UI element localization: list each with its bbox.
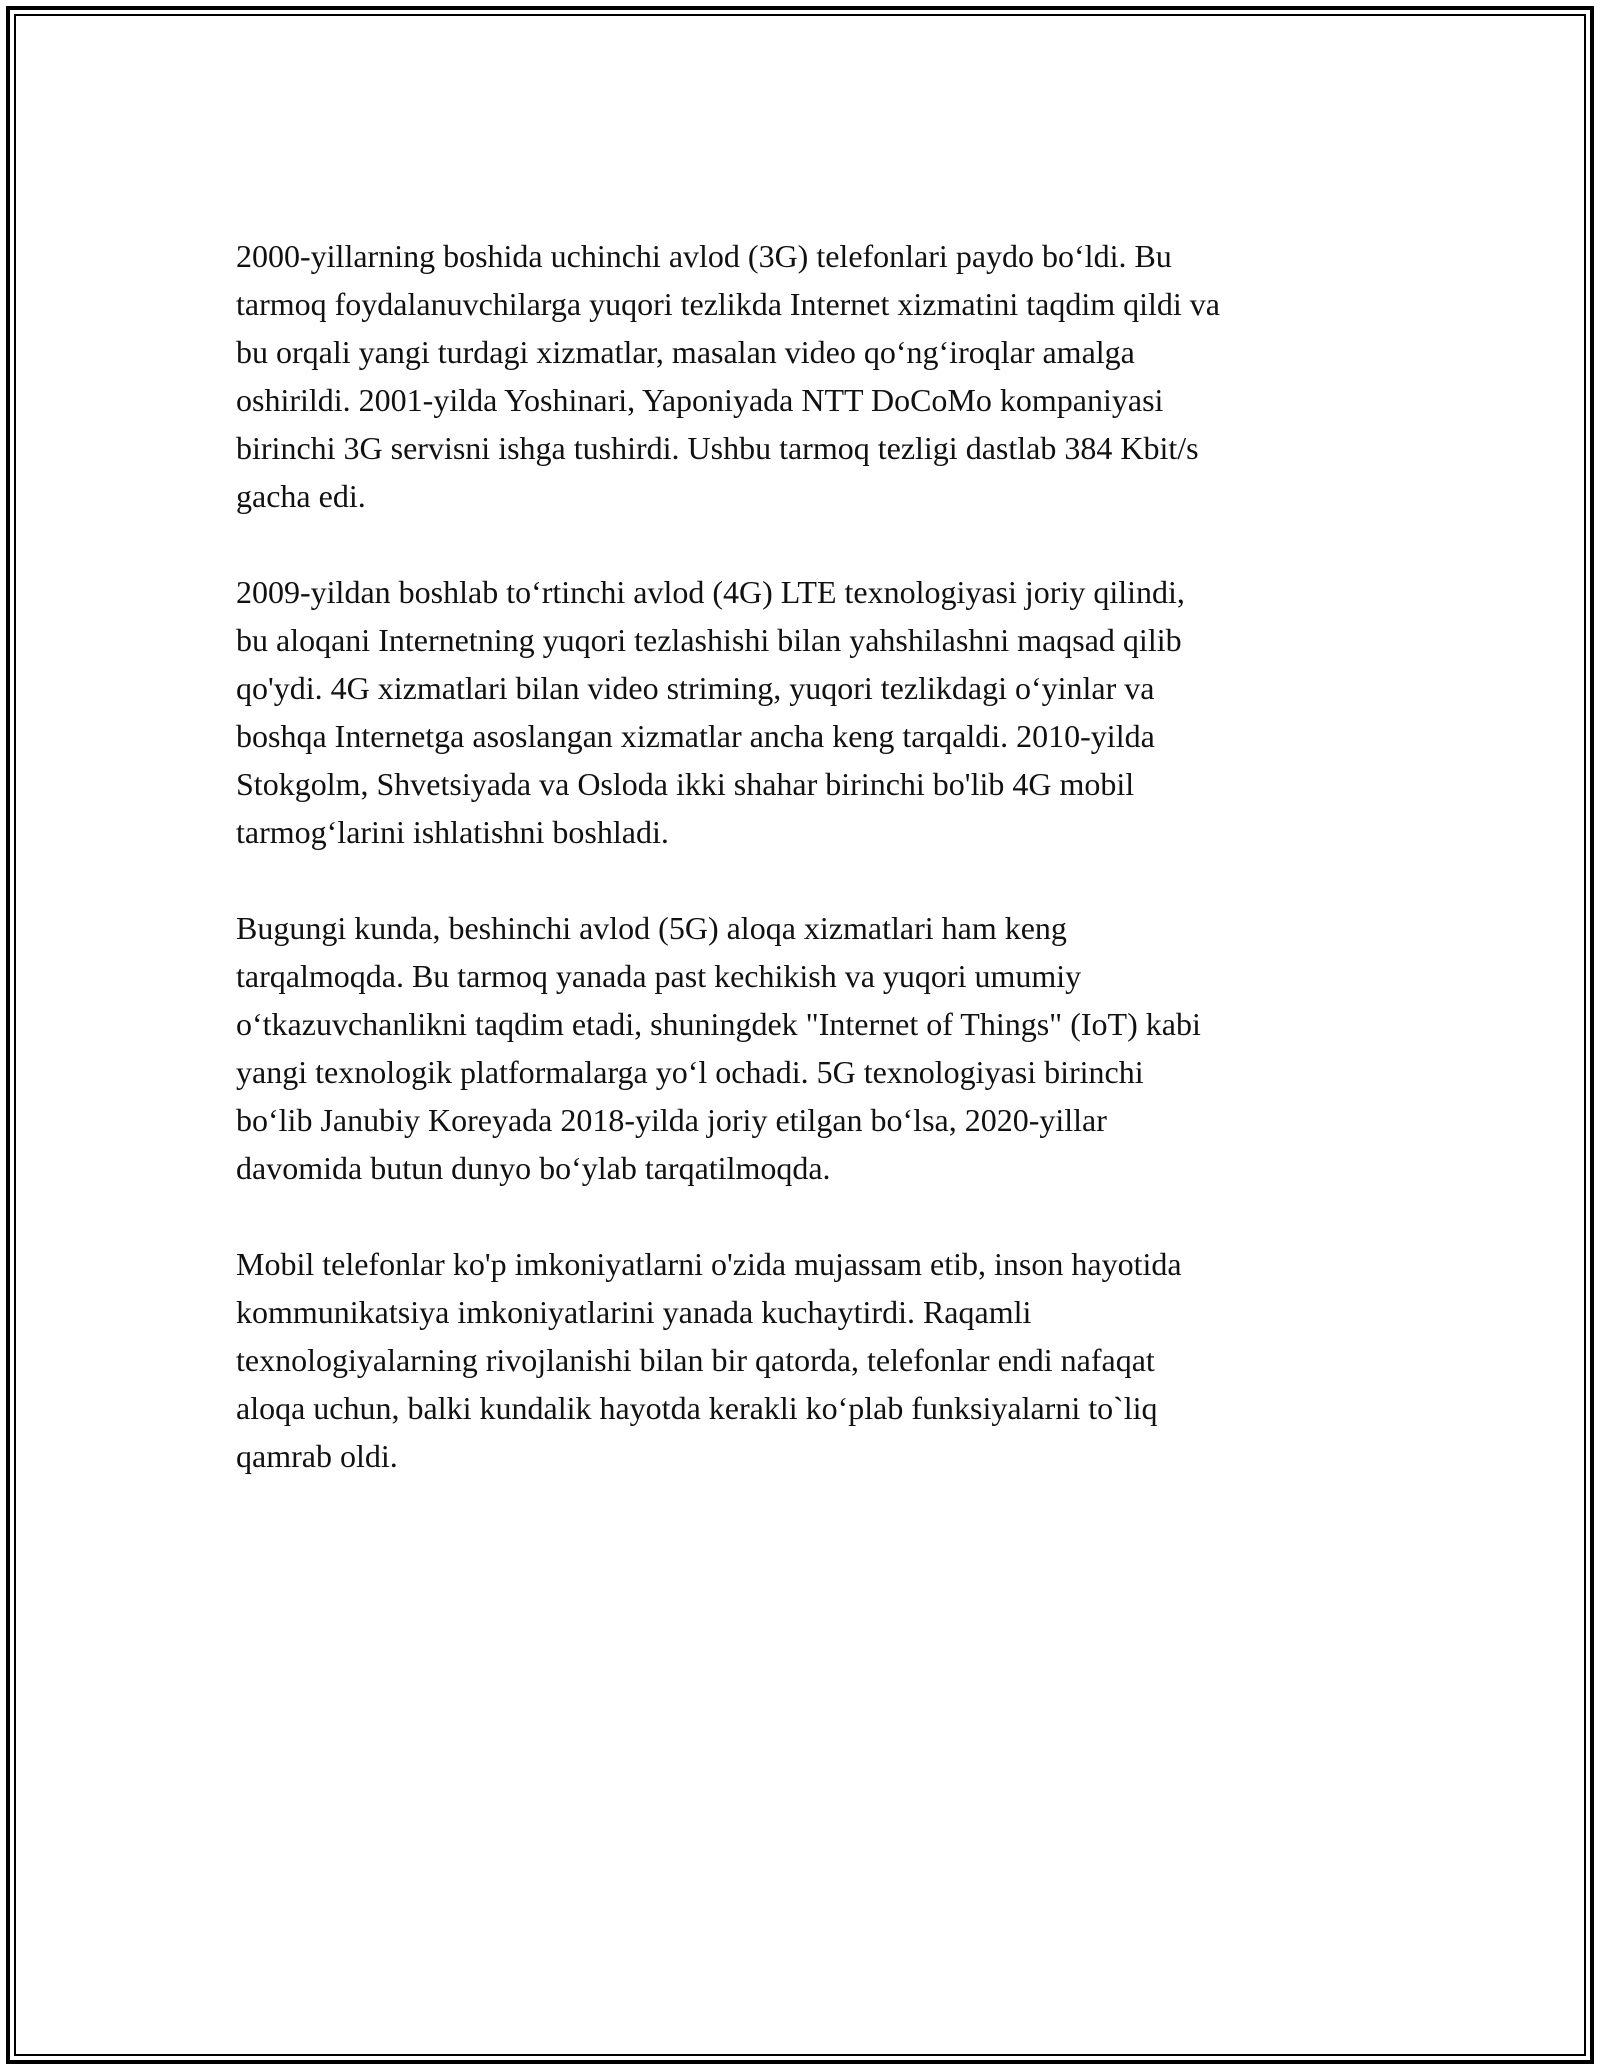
- text-line: 2009-yildan boshlab to‘rtinchi avlod (4G) LTE texnologiyasi joriy qilindi,: [236, 574, 1185, 610]
- text-line: qamrab oldi.: [236, 1438, 398, 1474]
- paragraph-5g: [236, 904, 1376, 1192]
- text-line: Stokgolm, Shvetsiyada va Osloda ikki shahar birinchi bo'lib 4G mobil: [236, 766, 1135, 802]
- text-line: birinchi 3G servisni ishga tushirdi. Ushbu tarmoq tezligi dastlab 384 Kbit/s: [236, 430, 1199, 466]
- text-line: tarmog‘larini ishlatishni boshladi.: [236, 814, 669, 850]
- text-line: tarmoq foydalanuvchilarga yuqori tezlikda Internet xizmatini taqdim qildi va: [236, 286, 1220, 322]
- text-line: tarqalmoqda. Bu tarmoq yanada past kechikish va yuqori umumiy: [236, 958, 1082, 994]
- text-line: gacha edi.: [236, 478, 366, 514]
- text-line: Mobil telefonlar ko'p imkoniyatlarni o'zida mujassam etib, inson hayotida: [236, 1246, 1182, 1282]
- document-body: [236, 232, 1376, 1528]
- text-line: bu orqali yangi turdagi xizmatlar, masalan video qo‘ng‘iroqlar amalga: [236, 334, 1135, 370]
- text-line: bo‘lib Janubiy Koreyada 2018-yilda joriy etilgan bo‘lsa, 2020-yillar: [236, 1102, 1107, 1138]
- text-line: boshqa Internetga asoslangan xizmatlar ancha keng tarqaldi. 2010-yilda: [236, 718, 1155, 754]
- paragraph-mobile-phones: [236, 1240, 1376, 1480]
- text-line: qo'ydi. 4G xizmatlari bilan video striming, yuqori tezlikdagi o‘yinlar va: [236, 670, 1155, 706]
- text-line: davomida butun dunyo bo‘ylab tarqatilmoqda.: [236, 1150, 831, 1186]
- paragraph-3g: [236, 232, 1376, 520]
- text-line: aloqa uchun, balki kundalik hayotda kerakli ko‘plab funksiyalarni to`liq: [236, 1390, 1158, 1426]
- paragraph-4g: [236, 568, 1376, 856]
- text-line: texnologiyalarning rivojlanishi bilan bir qatorda, telefonlar endi nafaqat: [236, 1342, 1155, 1378]
- text-line: kommunikatsiya imkoniyatlarini yanada kuchaytirdi. Raqamli: [236, 1294, 1032, 1330]
- text-line: o‘tkazuvchanlikni taqdim etadi, shuningdek "Internet of Things" (IoT) kabi: [236, 1006, 1201, 1042]
- text-line: bu aloqani Internetning yuqori tezlashishi bilan yahshilashni maqsad qilib: [236, 622, 1182, 658]
- text-line: oshirildi. 2001-yilda Yoshinari, Yaponiyada NTT DoCoMo kompaniyasi: [236, 382, 1164, 418]
- text-line: Bugungi kunda, beshinchi avlod (5G) aloqa xizmatlari ham keng: [236, 910, 1067, 946]
- text-line: yangi texnologik platformalarga yo‘l ochadi. 5G texnologiyasi birinchi: [236, 1054, 1144, 1090]
- text-line: 2000-yillarning boshida uchinchi avlod (3G) telefonlari paydo bo‘ldi. Bu: [236, 238, 1172, 274]
